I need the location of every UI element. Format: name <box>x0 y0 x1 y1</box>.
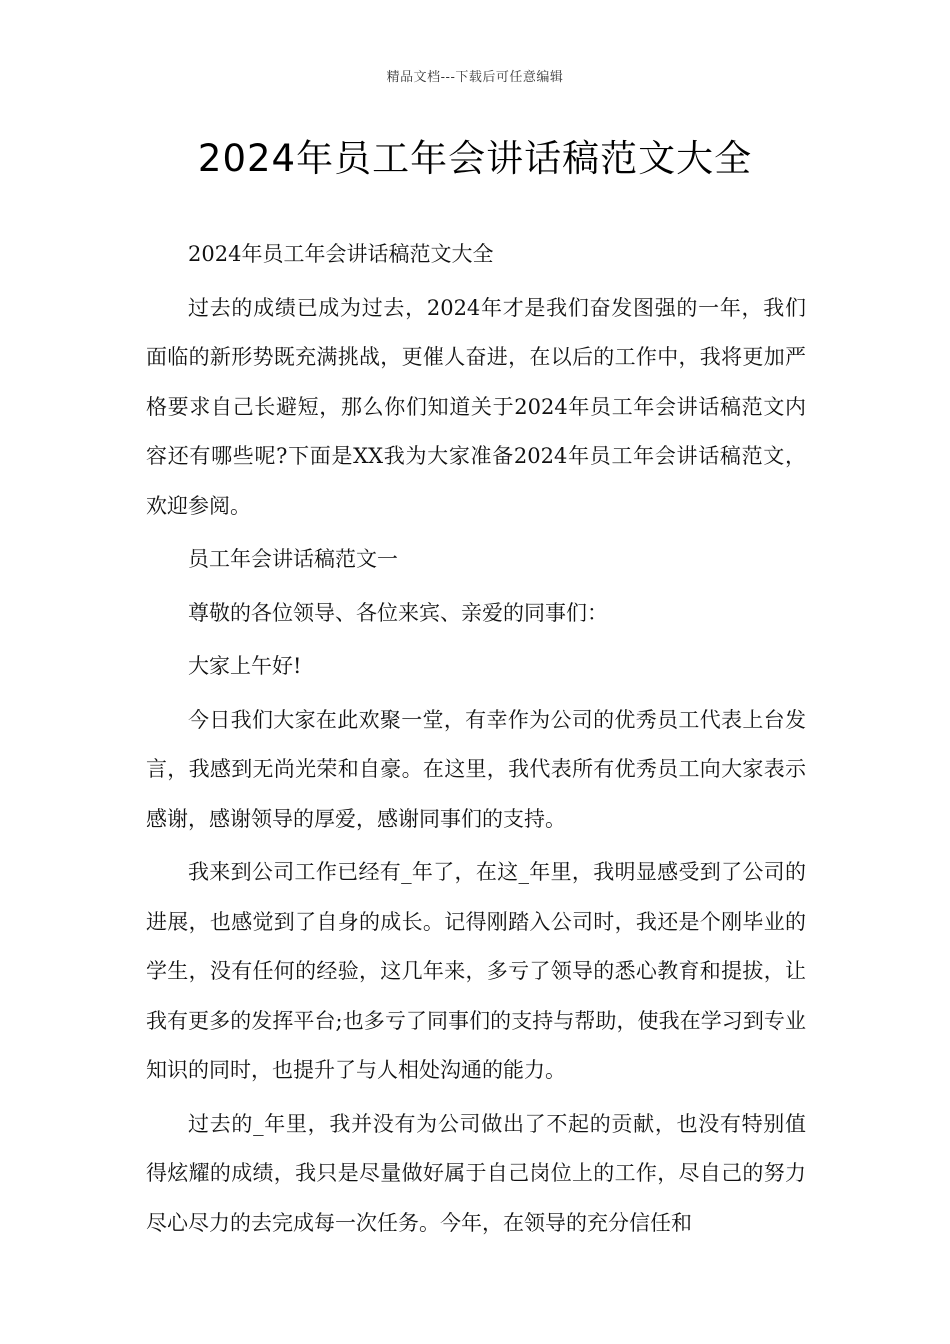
document-body <box>146 230 806 1252</box>
document-title: 2024年员工年会讲话稿范文大全 <box>197 137 753 180</box>
paragraph-body-1: 今日我们大家在此欢聚一堂，有幸作为公司的优秀员工代表上台发言，我感到无尚光荣和自豪。在这里，我代表所有优秀员工向大家表示感谢，感谢领导的厚爱，感谢同事们的支持。 <box>146 707 806 831</box>
paragraph-intro: 过去的成绩已成为过去，2024年才是我们奋发图强的一年，我们面临的新形势既充满挑战，更催人奋进，在以后的工作中，我将更加严格要求自己长避短，那么你们知道关于2024年员工年会讲话稿范文内容还有哪些呢?下面是XX我为大家准备2024年员工年会讲话稿范文，欢迎参阅。 <box>146 295 806 518</box>
paragraph-body-2: 我来到公司工作已经有_年了，在这_年里，我明显感受到了公司的进展，也感觉到了自身的成长。记得刚踏入公司时，我还是个刚毕业的学生，没有任何的经验，这几年来，多亏了领导的悉心教育和提拔，让我有更多的发挥平台;也多亏了同事们的支持与帮助，使我在学习到专业知识的同时，也提升了与人相处沟通的能力。 <box>146 860 806 1082</box>
paragraph-greeting: 大家上午好! <box>188 654 302 678</box>
header-note: 精品文档---下载后可任意编辑 <box>386 70 564 85</box>
paragraph-salutation: 尊敬的各位领导、各位来宾、亲爱的同事们： <box>188 600 608 625</box>
paragraph-section-heading: 员工年会讲话稿范文一 <box>188 547 398 571</box>
paragraph-body-3: 过去的_年里，我并没有为公司做出了不起的贡献，也没有特别值得炫耀的成绩，我只是尽量做好属于自己岗位上的工作，尽自己的努力尽心尽力的去完成每一次任务。今年，在领导的充分信任和 <box>146 1111 806 1235</box>
paragraph-subtitle: 2024年员工年会讲话稿范文大全 <box>188 242 494 266</box>
